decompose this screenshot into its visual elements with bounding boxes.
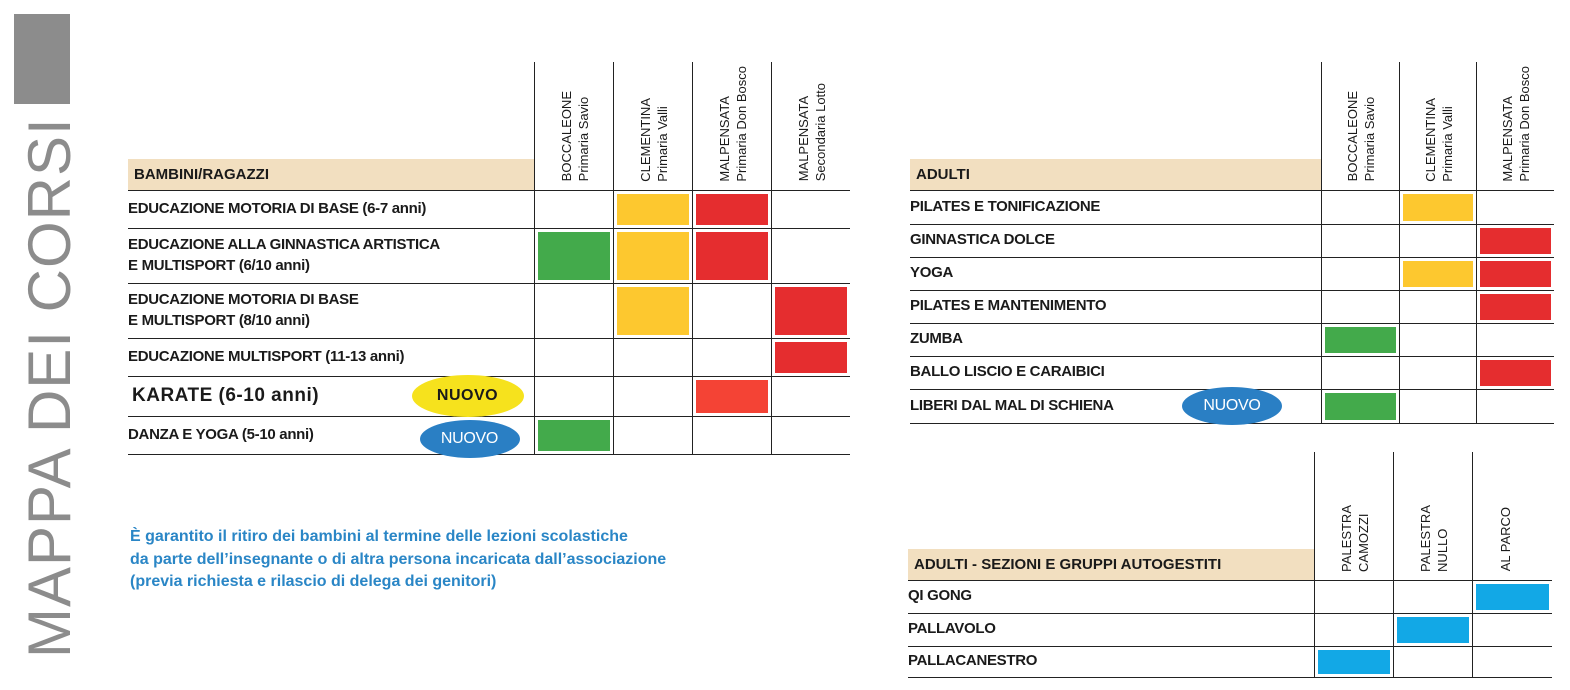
location-line: NULLO xyxy=(1435,528,1451,572)
schedule-cell xyxy=(692,416,771,454)
course-row xyxy=(910,389,1554,423)
schedule-cell xyxy=(1399,356,1476,389)
course-row xyxy=(910,257,1554,290)
schedule-cell xyxy=(1399,224,1476,257)
course-name-line: PILATES E TONIFICAZIONE xyxy=(910,197,1101,215)
course-row xyxy=(910,323,1554,356)
course-name xyxy=(128,338,534,376)
course-row xyxy=(910,290,1554,323)
course-row xyxy=(128,283,850,338)
category-header xyxy=(908,452,1315,580)
location-line: CLEMENTINA xyxy=(1422,97,1438,182)
course-name xyxy=(908,646,1315,677)
new-badge: NUOVO xyxy=(420,420,520,458)
schedule-cell xyxy=(534,338,613,376)
schedule-mark-green xyxy=(1325,393,1395,420)
location-line: Primaria Don Bosco xyxy=(1517,65,1533,182)
schedule-cell xyxy=(1399,323,1476,356)
side-title: MAPPA DEI CORSI xyxy=(16,117,83,658)
schedule-cell xyxy=(534,228,613,283)
schedule-cell xyxy=(1399,257,1476,290)
location-column-header xyxy=(1476,62,1554,190)
schedule-cell xyxy=(692,283,771,338)
schedule-cell xyxy=(534,376,613,416)
schedule-cell xyxy=(613,338,692,376)
course-name-line: GINNASTICA DOLCE xyxy=(910,231,1055,249)
location-line: MALPENSATA xyxy=(795,96,811,182)
schedule-mark-red xyxy=(1480,294,1551,320)
location-line: Primaria Valli xyxy=(654,105,670,182)
course-name xyxy=(128,283,534,338)
location-line: BOCCALEONE xyxy=(558,91,574,182)
schedule-cell xyxy=(613,376,692,416)
pickup-note-line: (previa richiesta e rilascio di delega dei genitori) xyxy=(130,573,497,590)
schedule-cell xyxy=(1399,190,1476,224)
schedule-cell xyxy=(1476,323,1554,356)
schedule-cell xyxy=(1315,613,1394,646)
schedule-mark-yellow xyxy=(617,287,689,335)
course-name xyxy=(910,224,1322,257)
location-column-header xyxy=(692,62,771,190)
schedule-cell xyxy=(1394,646,1473,677)
course-name xyxy=(910,389,1322,423)
schedule-cell xyxy=(771,190,850,228)
course-name xyxy=(128,376,534,416)
schedule-cell xyxy=(1322,323,1399,356)
schedule-mark-green xyxy=(1325,327,1395,353)
course-name xyxy=(128,416,534,454)
category-label: BAMBINI/RAGAZZI xyxy=(128,159,534,190)
schedule-mark-red xyxy=(775,342,848,373)
schedule-cell xyxy=(1473,613,1552,646)
schedule-mark-yellow xyxy=(617,194,689,225)
pickup-note-line: È garantito il ritiro dei bambini al termine delle lezioni scolastiche xyxy=(130,528,628,545)
course-row xyxy=(910,190,1554,224)
location-column-header xyxy=(1473,452,1552,580)
schedule-cell xyxy=(771,416,850,454)
schedule-cell xyxy=(771,376,850,416)
location-line: AL PARCO xyxy=(1497,507,1513,572)
location-name xyxy=(717,66,751,182)
location-line: Secondaria Lotto xyxy=(812,83,828,182)
location-line: PALESTRA xyxy=(1418,504,1434,572)
location-name xyxy=(559,91,593,181)
schedule-cell xyxy=(1394,613,1473,646)
children-schedule-table xyxy=(128,62,850,455)
location-line: Primaria Savio xyxy=(1362,96,1378,182)
course-name-line: PALLAVOLO xyxy=(908,620,996,638)
schedule-cell xyxy=(1476,356,1554,389)
course-name-line: EDUCAZIONE ALLA GINNASTICA ARTISTICA xyxy=(128,236,440,254)
new-badge: NUOVO xyxy=(412,375,524,417)
schedule-cell xyxy=(692,338,771,376)
schedule-cell xyxy=(1315,580,1394,613)
schedule-mark-red xyxy=(775,287,848,335)
schedule-cell xyxy=(1476,389,1554,423)
schedule-mark-green xyxy=(538,232,610,280)
schedule-cell xyxy=(1322,224,1399,257)
schedule-cell xyxy=(1322,389,1399,423)
location-line: PALESTRA xyxy=(1339,504,1355,572)
course-name xyxy=(910,190,1322,224)
adults-schedule-table xyxy=(910,62,1554,424)
schedule-cell xyxy=(613,228,692,283)
schedule-mark-yellow xyxy=(1403,261,1473,287)
schedule-cell xyxy=(1315,646,1394,677)
location-name xyxy=(638,98,672,182)
schedule-cell xyxy=(771,283,850,338)
course-row xyxy=(908,580,1552,613)
new-badge: NUOVO xyxy=(1182,387,1282,425)
location-name xyxy=(796,83,830,181)
schedule-cell xyxy=(771,228,850,283)
groups-schedule-table xyxy=(908,452,1552,678)
schedule-cell xyxy=(1476,257,1554,290)
location-column-header xyxy=(534,62,613,190)
schedule-cell xyxy=(1322,257,1399,290)
course-name-line: YOGA xyxy=(910,264,953,282)
course-name xyxy=(910,257,1322,290)
schedule-cell xyxy=(692,228,771,283)
schedule-cell xyxy=(1399,389,1476,423)
location-name xyxy=(1418,505,1452,572)
course-name xyxy=(908,613,1315,646)
location-column-header xyxy=(1315,452,1394,580)
schedule-mark-yellow xyxy=(617,232,689,280)
course-name-line: EDUCAZIONE MULTISPORT (11-13 anni) xyxy=(128,347,405,365)
schedule-cell xyxy=(692,190,771,228)
schedule-cell xyxy=(534,190,613,228)
course-name xyxy=(128,190,534,228)
schedule-cell xyxy=(613,190,692,228)
schedule-cell xyxy=(1476,290,1554,323)
course-row xyxy=(128,376,850,416)
course-name-line: QI GONG xyxy=(908,587,972,605)
course-name-line: PALLACANESTRO xyxy=(908,652,1038,670)
course-name-line: PILATES E MANTENIMENTO xyxy=(910,297,1107,315)
course-row xyxy=(910,356,1554,389)
schedule-cell xyxy=(1399,290,1476,323)
pickup-note-line: da parte dell’insegnante o di altra persona incaricata dall’associazione xyxy=(130,550,667,568)
schedule-mark-green xyxy=(538,420,610,451)
schedule-cell xyxy=(1394,580,1473,613)
course-name-line: EDUCAZIONE MOTORIA DI BASE (6-7 anni) xyxy=(128,199,427,217)
location-column-header xyxy=(771,62,850,190)
schedule-mark-red xyxy=(696,194,768,225)
schedule-mark-cyan xyxy=(1476,584,1549,610)
course-name-line: E MULTISPORT (8/10 anni) xyxy=(128,311,310,329)
location-column-header xyxy=(613,62,692,190)
location-column-header xyxy=(1394,452,1473,580)
course-name-line: BALLO LISCIO E CARAIBICI xyxy=(910,363,1105,381)
schedule-cell xyxy=(534,283,613,338)
location-line: MALPENSATA xyxy=(1500,96,1516,182)
course-row xyxy=(128,416,850,454)
pickup-note xyxy=(130,526,666,594)
schedule-cell xyxy=(534,416,613,454)
course-row xyxy=(910,224,1554,257)
schedule-cell xyxy=(613,416,692,454)
schedule-cell xyxy=(692,376,771,416)
course-name-line: E MULTISPORT (6/10 anni) xyxy=(128,256,310,274)
schedule-cell xyxy=(1476,224,1554,257)
schedule-cell xyxy=(1322,190,1399,224)
course-name xyxy=(128,228,534,283)
location-line: Primaria Don Bosco xyxy=(733,65,749,182)
category-label: ADULTI - SEZIONI E GRUPPI AUTOGESTITI xyxy=(908,549,1314,580)
location-name xyxy=(1345,91,1379,181)
course-name-line: DANZA E YOGA (5-10 anni) xyxy=(128,425,314,443)
location-name xyxy=(1500,66,1534,182)
course-row xyxy=(128,228,850,283)
schedule-mark-orange_red xyxy=(696,380,768,413)
side-accent-bar xyxy=(14,14,70,104)
schedule-cell xyxy=(771,338,850,376)
course-name xyxy=(910,356,1322,389)
location-column-header xyxy=(1399,62,1476,190)
category-label: ADULTI xyxy=(910,159,1321,190)
schedule-mark-red xyxy=(696,232,768,280)
location-name xyxy=(1423,98,1457,182)
schedule-cell xyxy=(1476,190,1554,224)
location-line: Primaria Valli xyxy=(1439,105,1455,182)
course-name-line: KARATE (6-10 anni) xyxy=(132,385,320,407)
location-column-header xyxy=(1322,62,1399,190)
location-line: MALPENSATA xyxy=(716,96,732,182)
course-name-line: ZUMBA xyxy=(910,330,963,348)
schedule-mark-yellow xyxy=(1403,194,1473,221)
course-name xyxy=(910,323,1322,356)
schedule-mark-cyan xyxy=(1397,617,1469,643)
schedule-mark-red xyxy=(1480,360,1551,386)
schedule-cell xyxy=(1473,580,1552,613)
schedule-mark-red xyxy=(1480,228,1551,254)
course-row xyxy=(908,646,1552,677)
location-line: CAMOZZI xyxy=(1356,513,1372,572)
schedule-mark-red xyxy=(1480,261,1551,287)
category-header xyxy=(910,62,1322,190)
course-name-line: EDUCAZIONE MOTORIA DI BASE xyxy=(128,291,359,309)
course-row xyxy=(128,190,850,228)
schedule-cell xyxy=(613,283,692,338)
course-row xyxy=(908,613,1552,646)
location-line: CLEMENTINA xyxy=(637,97,653,182)
location-line: Primaria Savio xyxy=(575,96,591,182)
course-name-line: LIBERI DAL MAL DI SCHIENA xyxy=(910,396,1114,414)
location-line: BOCCALEONE xyxy=(1345,91,1361,182)
location-name xyxy=(1339,505,1373,572)
schedule-cell xyxy=(1322,356,1399,389)
course-name xyxy=(908,580,1315,613)
schedule-cell xyxy=(1473,646,1552,677)
category-header xyxy=(128,62,534,190)
schedule-cell xyxy=(1322,290,1399,323)
course-row xyxy=(128,338,850,376)
location-name xyxy=(1498,507,1515,571)
schedule-mark-cyan xyxy=(1318,650,1390,674)
course-name xyxy=(910,290,1322,323)
